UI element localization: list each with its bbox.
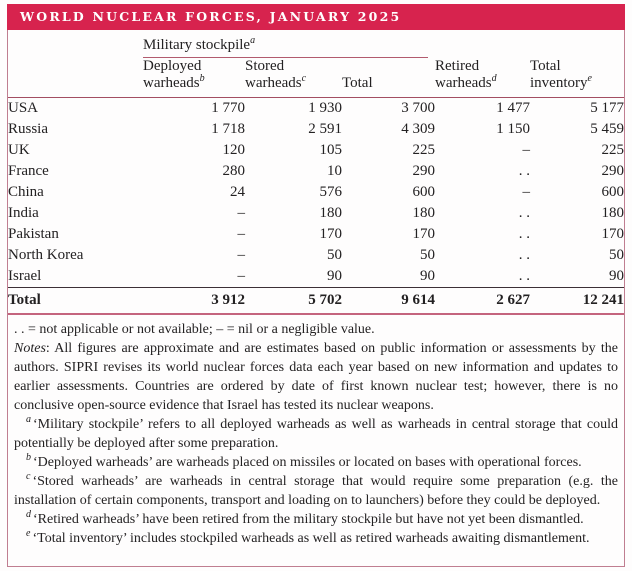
cell-country: India bbox=[8, 205, 39, 221]
column-header-inventory: Total inventory$^e$ bbox=[530, 58, 624, 98]
cell-total: 170 bbox=[412, 226, 435, 242]
cell-country: Israel bbox=[8, 268, 42, 284]
cell-retired: . . bbox=[518, 268, 530, 284]
cell-retired: . . bbox=[518, 247, 530, 263]
cell-retired: – bbox=[522, 184, 530, 200]
footnote-e bbox=[14, 529, 618, 548]
group-header-row bbox=[8, 36, 624, 58]
cell-deployed: 280 bbox=[222, 163, 245, 179]
cell-stored: 1 930 bbox=[308, 100, 342, 116]
footnote-marker-a: a bbox=[250, 35, 256, 46]
table-title-bar bbox=[7, 4, 625, 30]
table-row-north-korea bbox=[8, 245, 624, 266]
footnote-marker-d: d bbox=[491, 73, 497, 84]
table-row-india bbox=[8, 203, 624, 224]
table-row-israel bbox=[8, 266, 624, 288]
notes-paragraph bbox=[14, 339, 618, 415]
cell-inventory: 170 bbox=[601, 226, 624, 242]
cell-stored: 2 591 bbox=[308, 121, 342, 137]
cell-deployed: 24 bbox=[230, 184, 245, 200]
cell-total: 90 bbox=[420, 268, 435, 284]
forces-table bbox=[8, 36, 624, 315]
footnote-a-marker: a bbox=[26, 414, 31, 426]
cell-total: 225 bbox=[412, 142, 435, 158]
cell-retired: 1 150 bbox=[496, 121, 530, 137]
cell-inventory: 90 bbox=[609, 268, 624, 284]
table-row-uk bbox=[8, 140, 624, 161]
cell-inventory: 180 bbox=[601, 205, 624, 221]
column-header-country bbox=[8, 58, 143, 98]
cell-total: 600 bbox=[412, 184, 435, 200]
group-header-military-stockpile bbox=[143, 36, 435, 58]
footnote-c bbox=[14, 472, 618, 510]
page-title: WORLD NUCLEAR FORCES, JANUARY 2025 bbox=[20, 9, 402, 24]
cell-country: Russia bbox=[8, 121, 49, 137]
cell-retired: . . bbox=[518, 226, 530, 242]
cell-total: 3 700 bbox=[401, 100, 435, 116]
notes-label: Notes bbox=[14, 341, 46, 356]
cell-deployed: – bbox=[237, 247, 245, 263]
column-header-row bbox=[8, 58, 624, 98]
cell-country: North Korea bbox=[8, 247, 84, 263]
cell-stored: 5 702 bbox=[245, 288, 342, 315]
footnote-e-marker: e bbox=[26, 528, 31, 540]
cell-stored: 10 bbox=[327, 163, 342, 179]
table-row-usa bbox=[8, 98, 624, 120]
cell-stored: 170 bbox=[319, 226, 342, 242]
cell-stored: 576 bbox=[319, 184, 342, 200]
footnote-c-marker: c bbox=[26, 471, 31, 483]
cell-total: 4 309 bbox=[401, 121, 435, 137]
cell-inventory: 50 bbox=[609, 247, 624, 263]
cell-country: USA bbox=[8, 100, 39, 116]
cell-total: 180 bbox=[412, 205, 435, 221]
cell-inventory: 12 241 bbox=[530, 288, 624, 315]
legend-line: . . = not applicable or not available; – = nil or a negligible value. bbox=[14, 322, 375, 337]
footnote-e-text: ‘Total inventory’ includes stockpiled warheads as well as retired warheads awaiting dismantlement. bbox=[32, 531, 590, 546]
cell-stored: 90 bbox=[327, 268, 342, 284]
cell-country: Total bbox=[8, 288, 143, 315]
cell-deployed: – bbox=[237, 205, 245, 221]
table-row-pakistan bbox=[8, 224, 624, 245]
cell-retired: . . bbox=[518, 163, 530, 179]
cell-inventory: 225 bbox=[601, 142, 624, 158]
cell-country: UK bbox=[8, 142, 30, 158]
table-frame bbox=[7, 30, 625, 567]
cell-inventory: 5 177 bbox=[590, 100, 624, 116]
cell-deployed: 1 718 bbox=[211, 121, 245, 137]
cell-country: China bbox=[8, 184, 44, 200]
footnote-a bbox=[14, 415, 618, 453]
cell-total: 290 bbox=[412, 163, 435, 179]
notes-section bbox=[8, 315, 624, 548]
footnote-d-text: ‘Retired warheads’ have been retired from the military stockpile but have not yet been dismantled. bbox=[33, 512, 584, 527]
column-header-deployed: Deployed warheads$^b$ bbox=[143, 58, 245, 98]
column-header-total: Total bbox=[342, 58, 435, 98]
cell-deployed: – bbox=[237, 268, 245, 284]
column-header-retired: Retired warheads$^d$ bbox=[435, 58, 530, 98]
notes-text: : All figures are approximate and are estimates based on public information or assessments by the authors. SIPRI revises its world nuclear forces data each year based on new information and updates to earlier assessments. Countries are ordered by date of first known nuclear test; however, there is no conclusive open-source evidence that Israel has tested its nuclear weapons. bbox=[14, 341, 618, 413]
column-header-stored: Stored warheads$^c$ bbox=[245, 58, 342, 98]
cell-stored: 180 bbox=[319, 205, 342, 221]
cell-total: 9 614 bbox=[342, 288, 435, 315]
cell-stored: 105 bbox=[319, 142, 342, 158]
footnote-b-marker: b bbox=[26, 452, 31, 464]
footnote-marker-b: b bbox=[199, 73, 205, 84]
table-row-total bbox=[8, 288, 624, 315]
table-row-france bbox=[8, 161, 624, 182]
footnote-b bbox=[14, 453, 618, 472]
cell-inventory: 600 bbox=[601, 184, 624, 200]
cell-retired: – bbox=[522, 142, 530, 158]
cell-stored: 50 bbox=[327, 247, 342, 263]
cell-retired: 2 627 bbox=[435, 288, 530, 315]
cell-deployed: 120 bbox=[222, 142, 245, 158]
cell-country: France bbox=[8, 163, 49, 179]
cell-inventory: 5 459 bbox=[590, 121, 624, 137]
cell-deployed: 3 912 bbox=[143, 288, 245, 315]
table-row-china bbox=[8, 182, 624, 203]
group-header-label: Military stockpile$^a$ bbox=[143, 37, 428, 58]
footnote-d-marker: d bbox=[26, 509, 31, 521]
footnote-marker-e: e bbox=[587, 73, 592, 84]
footnote-b-text: ‘Deployed warheads’ are warheads placed on missiles or located on bases with operational forces. bbox=[33, 455, 582, 470]
cell-retired: . . bbox=[518, 205, 530, 221]
footnote-marker-c: c bbox=[301, 73, 307, 84]
cell-retired: 1 477 bbox=[496, 100, 530, 116]
cell-deployed: – bbox=[237, 226, 245, 242]
cell-inventory: 290 bbox=[601, 163, 624, 179]
footnote-d bbox=[14, 510, 618, 529]
table-row-russia bbox=[8, 119, 624, 140]
cell-total: 50 bbox=[420, 247, 435, 263]
cell-country: Pakistan bbox=[8, 226, 59, 242]
group-header-spacer bbox=[8, 36, 143, 58]
footnote-c-text: ‘Stored warheads’ are warheads in central storage that would require some preparation (e.g. the installation of certain components, transport and loading on to launchers) before they could be deployed. bbox=[14, 474, 618, 508]
footnote-a-text: ‘Military stockpile’ refers to all deployed warheads as well as warheads in central storage that could potentially be deployed after some preparation. bbox=[14, 417, 618, 451]
cell-deployed: 1 770 bbox=[211, 100, 245, 116]
